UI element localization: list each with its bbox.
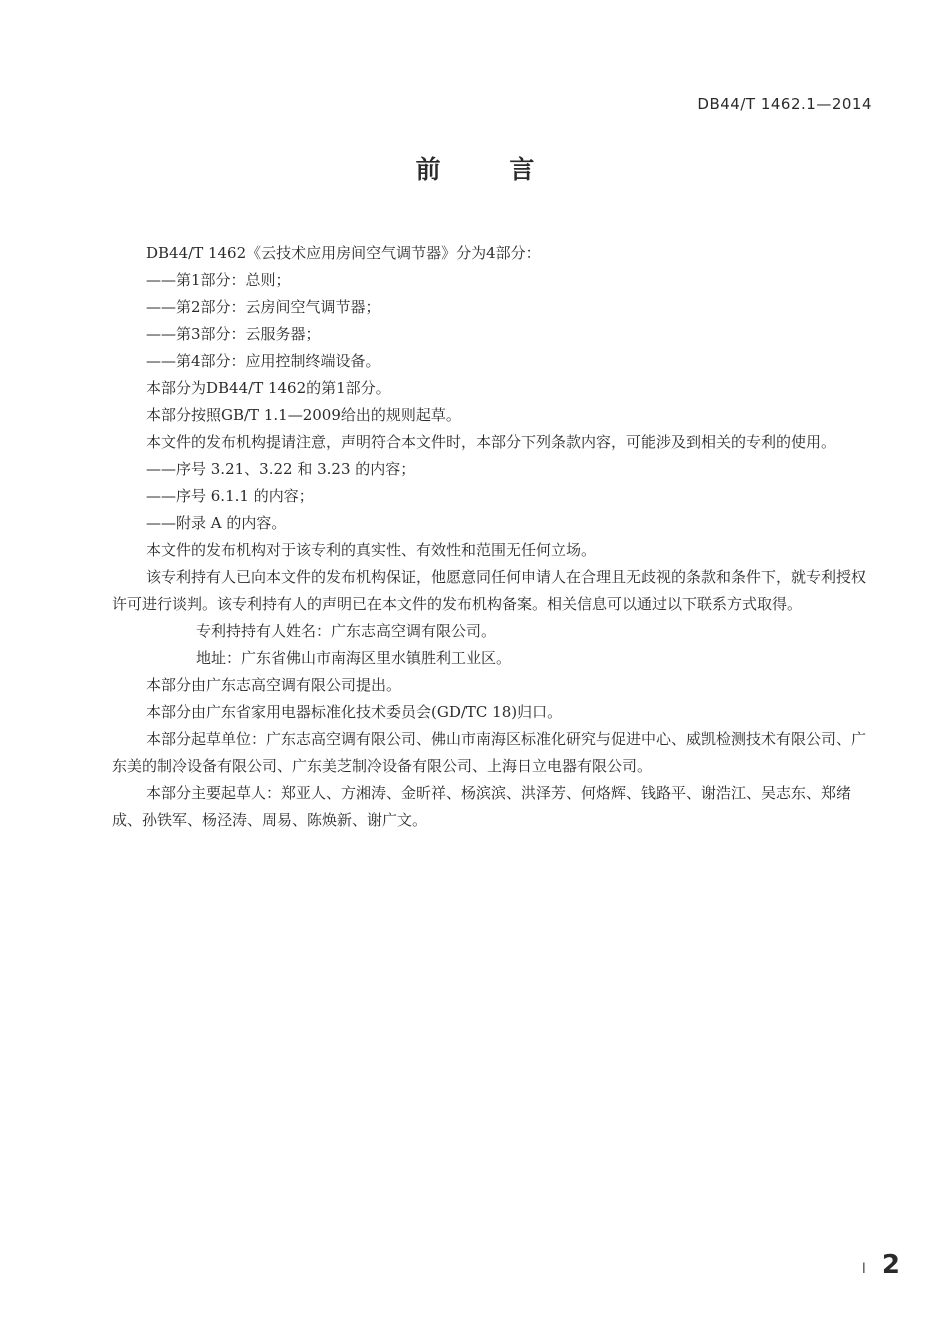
paragraph-part-statement: 本部分为DB44/T 1462的第1部分。 [146,379,391,397]
paragraph-intro: DB44/T 1462《云技术应用房间空气调节器》分为4部分： [146,244,541,262]
paragraph-centralized-by: 本部分由广东省家用电器标准化技术委员会(GD/TC 18)归口。 [146,703,563,721]
paragraph-patent-notice: 本文件的发布机构提请注意，声明符合本文件时，本部分下列条款内容，可能涉及到相关的专利的使用。 [146,433,837,451]
page-footer [862,1250,900,1280]
list-item-clause-6: ——序号 6.1.1 的内容； [146,487,314,505]
paragraph-proposed-by: 本部分由广东志高空调有限公司提出。 [146,676,402,694]
paragraph-drafting-units: 本部分起草单位：广东志高空调有限公司、佛山市南海区标准化研究与促进中心、威凯检测技术有限公司、广东美的制冷设备有限公司、广东美芝制冷设备有限公司、上海日立电器有限公司。 [112,730,867,775]
list-item-annex-a: ——附录 A 的内容。 [146,514,287,532]
list-item-part3: ——第3部分：云服务器； [146,325,321,343]
paragraph-drafting-rules: 本部分按照GB/T 1.1—2009给出的规则起草。 [146,406,461,424]
standard-code: DB44/T 1462.1—2014 [697,95,872,113]
patent-holder-name: 专利持持有人姓名：广东志高空调有限公司。 [196,622,497,640]
paragraph-drafters: 本部分主要起草人：郑亚人、方湘涛、金昕祥、杨滨滨、洪泽芳、何烙辉、钱路平、谢浩江、吴志东、郑绪成、孙铁军、杨泾涛、周易、陈焕新、谢广文。 [112,784,852,829]
list-item-part4: ——第4部分：应用控制终端设备。 [146,352,381,370]
roman-page-number: I [861,1261,866,1277]
page-title: 前 言 [415,155,565,184]
list-item-clause-3: ——序号 3.21、3.22 和 3.23 的内容； [146,460,416,478]
list-item-part2: ——第2部分：云房间空气调节器； [146,298,381,316]
list-item-part1: ——第1部分：总则； [146,271,291,289]
paragraph-no-position: 本文件的发布机构对于该专利的真实性、有效性和范围无任何立场。 [146,541,597,559]
page-number: 2 [881,1250,900,1280]
paragraph-patent-holder: 该专利持有人已向本文件的发布机构保证，他愿意同任何申请人在合理且无歧视的条款和条件下，就专利授权许可进行谈判。该专利持有人的声明已在本文件的发布机构备案。相关信息可以通过以下联系方式取得。 [112,568,867,613]
body-text [112,240,874,834]
patent-holder-address: 地址：广东省佛山市南海区里水镇胜利工业区。 [196,649,512,667]
